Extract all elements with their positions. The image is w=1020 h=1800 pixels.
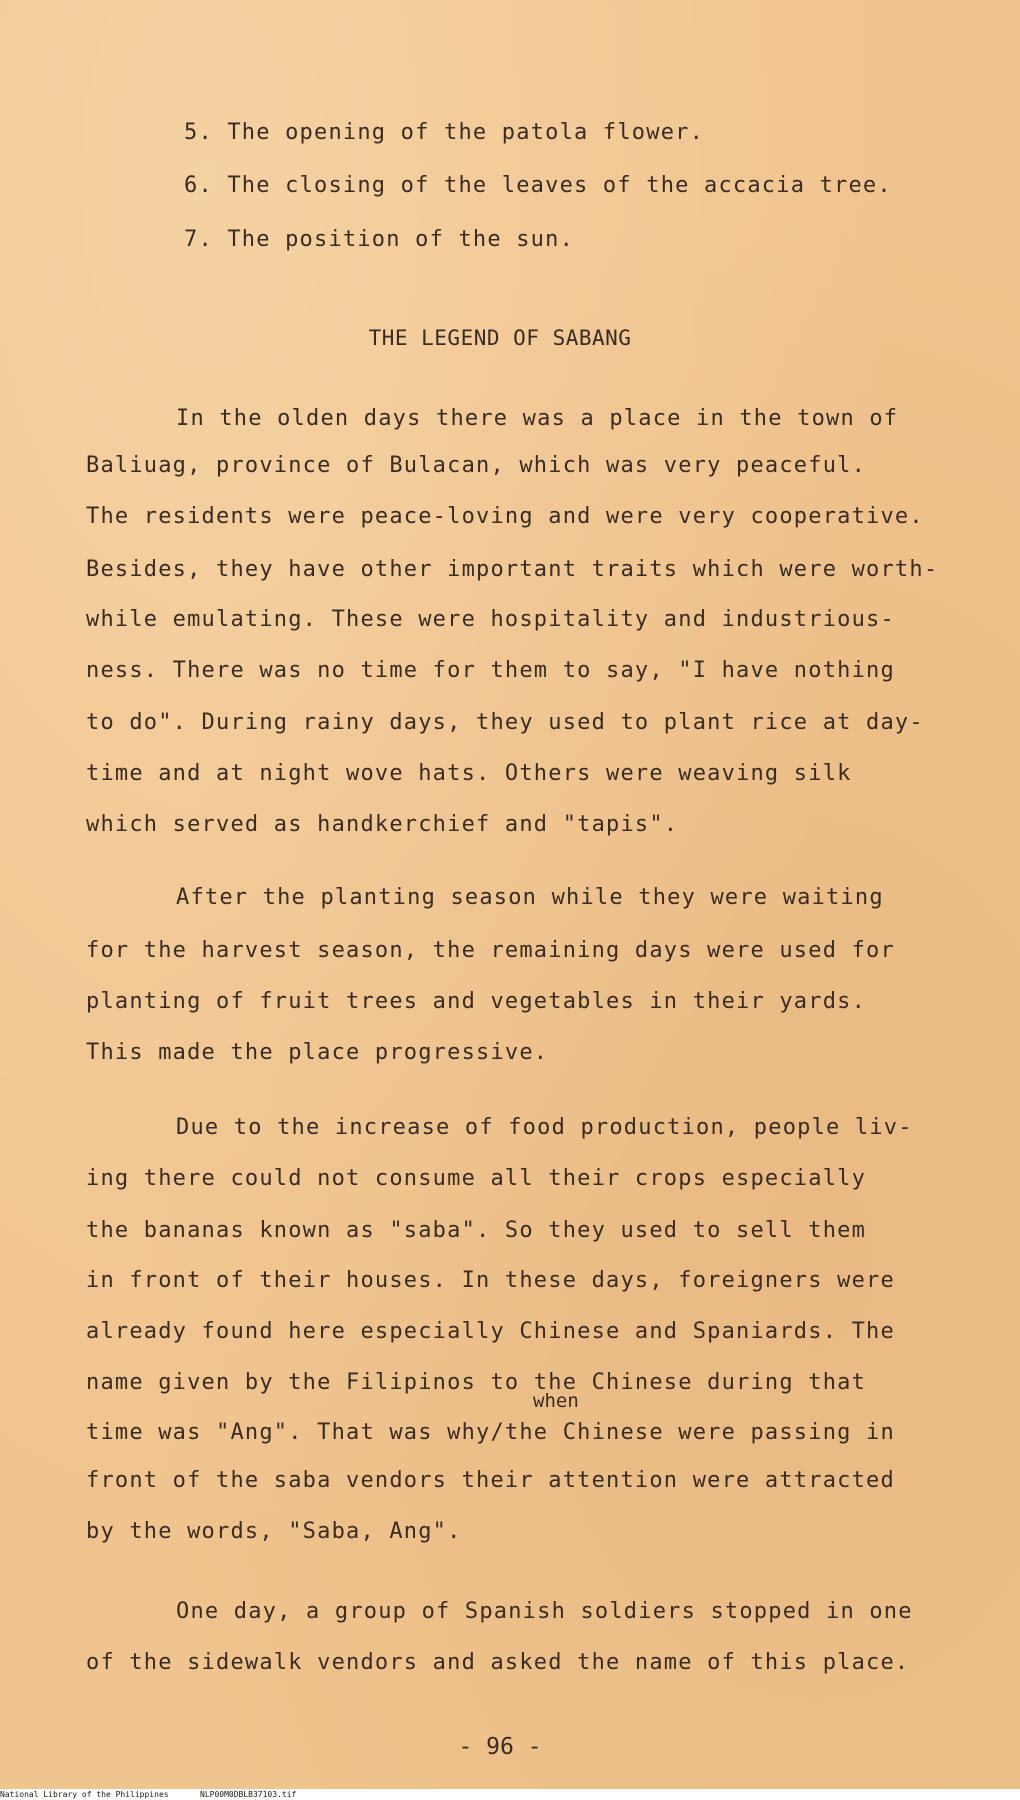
paragraph-1-line: time and at night wove hats. Others were weaving silk (86, 761, 852, 786)
list-item-5: 5. The opening of the patola flower. (184, 120, 705, 145)
scan-footer (0, 1789, 1020, 1800)
legend-heading: THE LEGEND OF SABANG (368, 326, 632, 350)
paragraph-3-line: in front of their houses. In these days, foreigners were (86, 1268, 895, 1293)
paragraph-1-line: Baliuag, province of Bulacan, which was very peaceful. (86, 453, 867, 478)
paragraph-3-line: name given by the Filipinos to the Chinese during that (86, 1370, 867, 1395)
page-number: - 96 - (458, 1734, 542, 1760)
paragraph-1-line: while emulating. These were hospitality and industrious- (86, 607, 895, 632)
paragraph-3-line: the bananas known as "saba". So they used to sell them (86, 1218, 867, 1243)
paragraph-4-line: of the sidewalk vendors and asked the name of this place. (86, 1650, 910, 1675)
library-credit: National Library of the Philippines (0, 1790, 169, 1799)
paragraph-1-line: to do". During rainy days, they used to plant rice at day- (86, 710, 924, 735)
paragraph-2-line: planting of fruit trees and vegetables in their yards. (86, 989, 867, 1014)
list-item-6: 6. The closing of the leaves of the accacia tree. (184, 173, 892, 198)
paragraph-2-line: After the planting season while they were waiting (176, 885, 884, 910)
paragraph-3-line: ing there could not consume all their crops especially (86, 1166, 867, 1191)
paragraph-1-line: The residents were peace-loving and were very cooperative. (86, 504, 924, 529)
paragraph-2-line: for the harvest season, the remaining days were used for (86, 938, 895, 963)
paragraph-1-line: which served as handkerchief and "tapis". (86, 812, 679, 837)
paragraph-1-line: Besides, they have other important traits which were worth- (86, 557, 939, 582)
file-name: NLP00M0DBLB37103.tif (200, 1790, 297, 1799)
paragraph-4-line: One day, a group of Spanish soldiers stopped in one (176, 1599, 913, 1624)
handwritten-insertion: when (533, 1390, 579, 1412)
paragraph-2-line: This made the place progressive. (86, 1040, 549, 1065)
paragraph-3-line: front of the saba vendors their attention were attracted (86, 1468, 895, 1493)
paragraph-3-line: time was "Ang". That was why/the Chinese were passing in (86, 1420, 895, 1445)
list-item-7: 7. The position of the sun. (184, 227, 575, 252)
paragraph-1-line: ness. There was no time for them to say, "I have nothing (86, 658, 895, 683)
paragraph-3-line: by the words, "Saba, Ang". (86, 1519, 462, 1544)
paragraph-1-line: In the olden days there was a place in the town of (176, 406, 899, 431)
paragraph-3-line: already found here especially Chinese and Spaniards. The (86, 1319, 895, 1344)
paragraph-3-line: Due to the increase of food production, people liv- (176, 1115, 913, 1140)
